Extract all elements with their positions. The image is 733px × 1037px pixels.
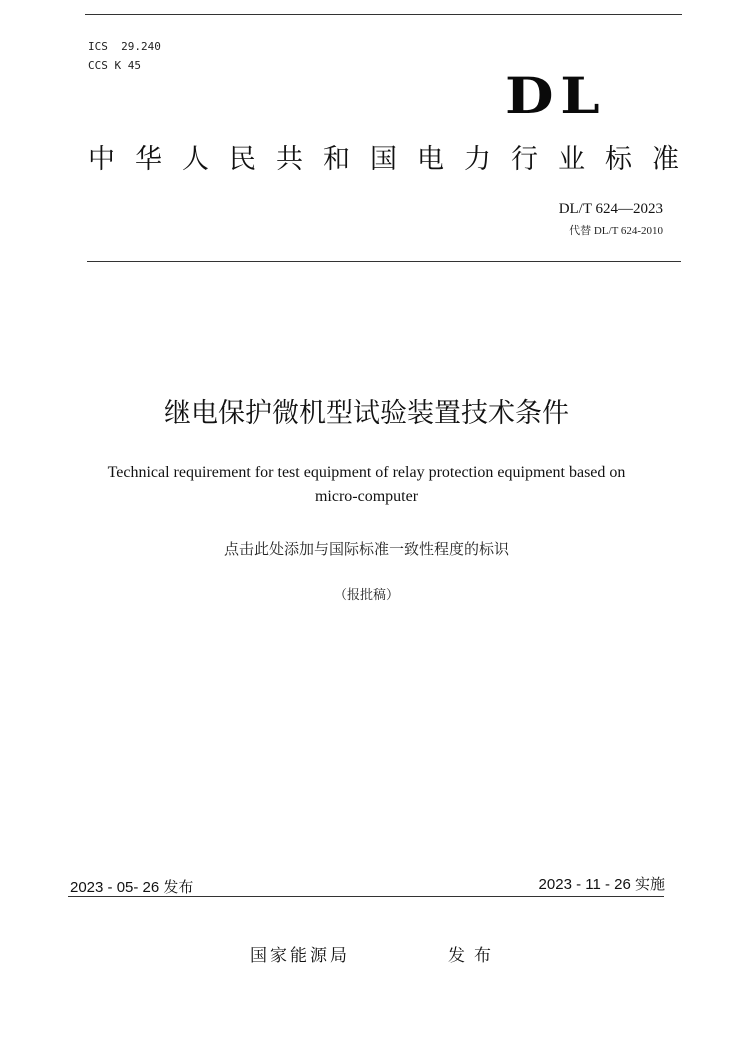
dl-logo: DL xyxy=(505,66,607,125)
organization-title: 中华人民共和国电力行业标准 xyxy=(88,144,699,175)
header-divider xyxy=(87,261,681,262)
publisher: 国家能源局 xyxy=(250,946,350,966)
ics-code: ICS 29.240 xyxy=(88,40,161,53)
standard-number: DL/T 624—2023 xyxy=(558,201,663,217)
replaces-standard: 代替 DL/T 624-2010 xyxy=(569,225,663,237)
footer-divider xyxy=(68,896,664,897)
ccs-code: CCS K 45 xyxy=(88,59,141,72)
classification-codes xyxy=(88,37,161,75)
english-title xyxy=(80,461,653,509)
english-title-line-1: Technical requirement for test equipment of relay protection equipment based on xyxy=(107,464,626,481)
issue-date: 2023 - 05- 26 发布 xyxy=(70,879,194,896)
top-rule xyxy=(85,14,682,15)
draft-status: （报批稿） xyxy=(333,588,399,603)
chinese-title: 继电保护微机型试验装置技术条件 xyxy=(164,398,569,429)
publish-label: 发布 xyxy=(448,946,500,966)
consistency-note[interactable]: 点击此处添加与国际标准一致性程度的标识 xyxy=(223,540,509,558)
english-title-line-2: micro-computer xyxy=(314,488,419,505)
implementation-date: 2023 - 11 - 26 实施 xyxy=(538,876,665,893)
